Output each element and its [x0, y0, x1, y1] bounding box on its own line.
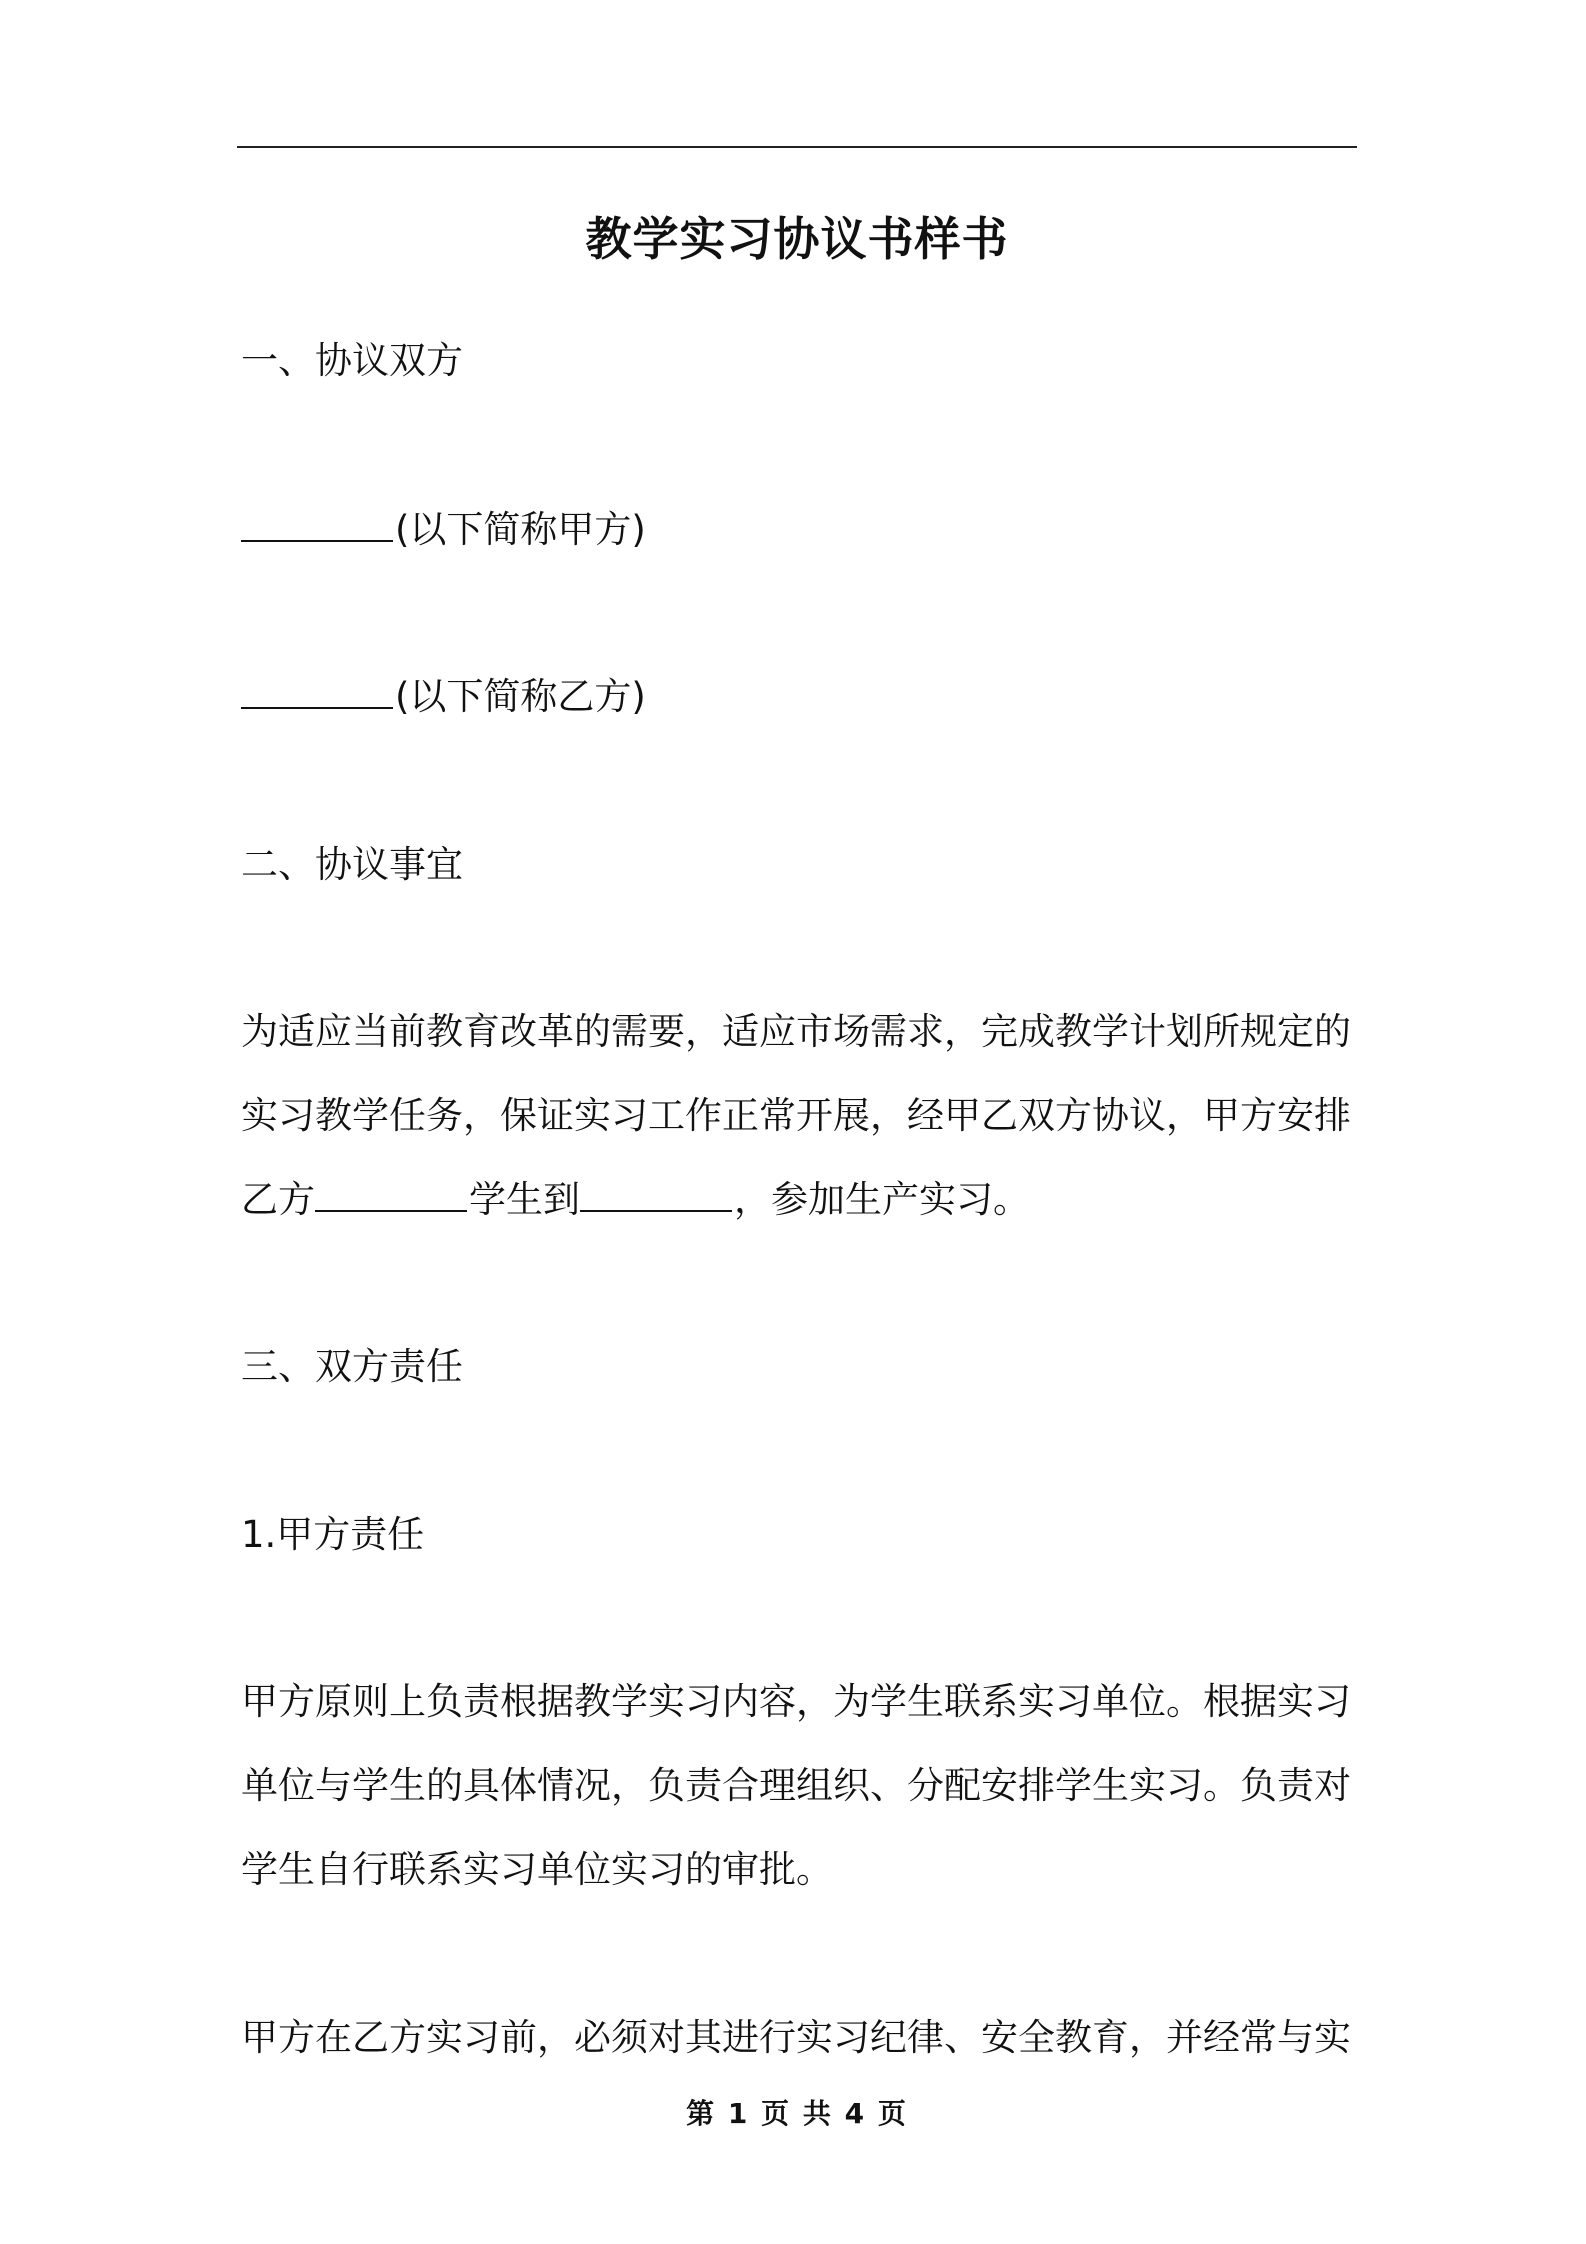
- matters-paragraph: [241, 990, 1361, 1242]
- party-a-para1-line-1: 甲方原则上负责根据教学实习内容，为学生联系实习单位。根据实习: [241, 1680, 1351, 1723]
- subsection-heading-party-a: 1.甲方责任: [241, 1513, 425, 1556]
- matters-line-3-part-3: ，参加生产实习。: [734, 1178, 1030, 1221]
- section-heading-parties: 一、协议双方: [241, 339, 463, 382]
- party-a-para2-line-1: 甲方在乙方实习前，必须对其进行实习纪律、安全教育，并经常与实: [241, 2016, 1351, 2059]
- document-title: 教学实习协议书样书: [585, 212, 1009, 266]
- party-a-suffix: (以下简称甲方): [395, 508, 646, 551]
- party-a-paragraph-1: [241, 1660, 1361, 1912]
- matters-line-3-part-1: 乙方: [241, 1178, 315, 1221]
- party-a-paragraph-2: [241, 1996, 1361, 2080]
- matters-line-3-part-2: 学生到: [469, 1178, 580, 1221]
- page-number: 第 1 页 共 4 页: [686, 2097, 908, 2130]
- matters-line-3: [241, 1158, 1361, 1242]
- header-rule: [237, 146, 1357, 148]
- matters-line-2: 实习教学任务，保证实习工作正常开展，经甲乙双方协议，甲方安排: [241, 1094, 1351, 1137]
- student-count-blank: [315, 1174, 467, 1212]
- party-b-blank: [241, 671, 393, 709]
- party-a-para1-line-2: 单位与学生的具体情况，负责合理组织、分配安排学生实习。负责对: [241, 1764, 1351, 1807]
- party-a-blank: [241, 504, 393, 542]
- party-b-line: [241, 671, 1361, 723]
- party-a-para1-line-3: 学生自行联系实习单位实习的审批。: [241, 1848, 833, 1891]
- party-b-suffix: (以下简称乙方): [395, 675, 646, 718]
- internship-site-blank: [580, 1174, 732, 1212]
- section-heading-responsibilities: 三、双方责任: [241, 1345, 463, 1388]
- party-a-line: [241, 504, 1361, 556]
- section-heading-matters: 二、协议事宜: [241, 843, 463, 886]
- matters-line-1: 为适应当前教育改革的需要，适应市场需求，完成教学计划所规定的: [241, 1010, 1351, 1053]
